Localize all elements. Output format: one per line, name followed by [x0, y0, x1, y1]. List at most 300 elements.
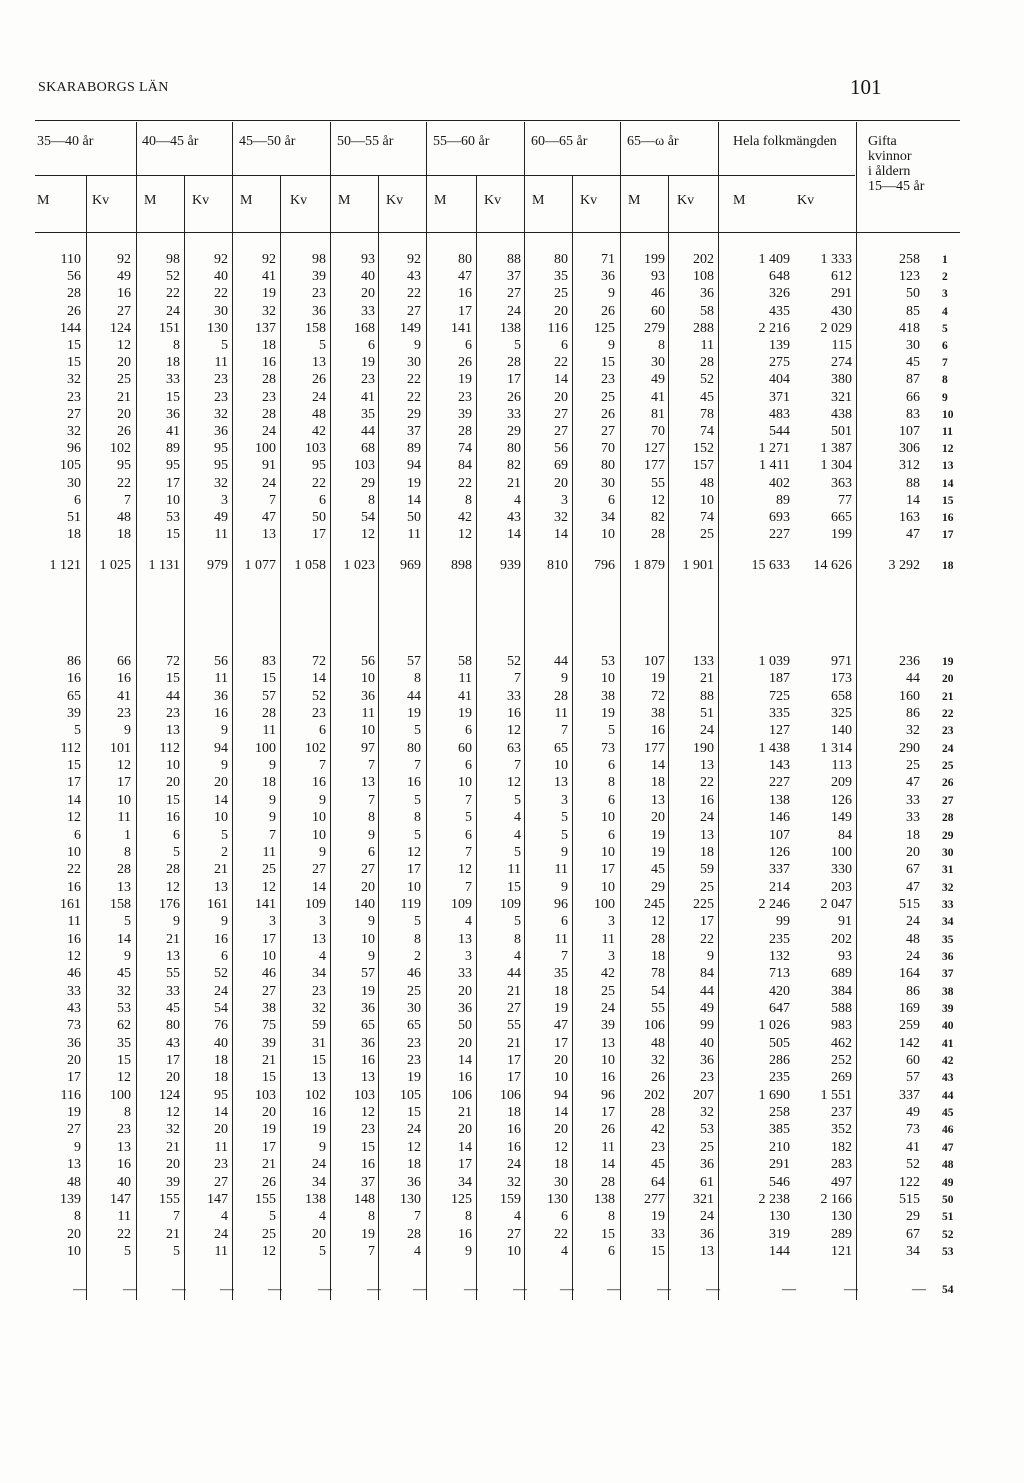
- row-number: 39: [942, 1003, 954, 1015]
- table-cell: 39: [458, 406, 472, 422]
- table-cell: 159: [500, 1191, 521, 1207]
- table-cell: 17: [407, 862, 421, 878]
- table-cell: 6: [608, 827, 615, 843]
- table-cell: 14: [407, 492, 421, 508]
- table-cell: 44: [407, 688, 421, 704]
- table-cell: 115: [831, 338, 852, 353]
- table-cell: 24: [507, 1157, 521, 1173]
- table-cell: 12: [166, 879, 180, 895]
- table-cell: 20: [312, 1226, 326, 1242]
- table-cell: 11: [262, 844, 276, 860]
- table-cell: 20: [554, 303, 568, 319]
- table-cell: 10: [361, 671, 375, 687]
- table-cell: 12: [507, 723, 521, 739]
- table-cell: 236: [899, 654, 920, 669]
- table-cell: 88: [700, 688, 714, 704]
- table-cell: 12: [117, 338, 131, 353]
- table-cell: 9: [368, 827, 375, 843]
- table-cell: 49: [700, 1001, 714, 1016]
- table-cell: 124: [159, 1087, 180, 1103]
- table-cell: 269: [831, 1070, 852, 1086]
- table-cell: 76: [214, 1018, 228, 1034]
- table-cell: 33: [166, 372, 180, 388]
- table-cell: 112: [60, 740, 81, 756]
- dash-cell: —: [413, 1282, 427, 1297]
- table-cell: 41: [458, 688, 472, 704]
- table-cell: 11: [214, 355, 228, 371]
- table-cell: 4: [561, 1243, 568, 1259]
- table-cell: 26: [601, 303, 615, 319]
- table-cell: 36: [700, 1157, 714, 1173]
- table-cell: 24: [700, 1209, 714, 1225]
- table-cell: 27: [507, 286, 521, 302]
- table-cell: 80: [601, 458, 615, 474]
- table-cell: 56: [361, 654, 375, 669]
- table-cell: 182: [831, 1139, 852, 1155]
- table-cell: 10: [312, 827, 326, 843]
- table-cell: 13: [117, 1139, 131, 1155]
- table-cell: 17: [507, 1053, 521, 1069]
- table-cell: 1 690: [758, 1087, 790, 1103]
- table-cell: 149: [400, 320, 421, 336]
- table-cell: 123: [899, 269, 920, 285]
- table-cell: 5: [414, 827, 421, 843]
- table-cell: 116: [60, 1087, 81, 1103]
- table-cell: 53: [166, 510, 180, 525]
- table-cell: 214: [769, 879, 790, 895]
- table-cell: 36: [700, 1053, 714, 1069]
- table-cell: 9: [465, 1243, 472, 1259]
- table-cell: 12: [117, 758, 131, 774]
- table-cell: 10: [700, 492, 714, 508]
- table-cell: 54: [214, 1001, 228, 1016]
- table-cell: 126: [831, 792, 852, 808]
- dash-cell: —: [844, 1282, 858, 1297]
- table-cell: 23: [407, 1053, 421, 1069]
- table-cell: 21: [117, 389, 131, 405]
- table-cell: 95: [214, 1087, 228, 1103]
- table-cell: 32: [262, 303, 276, 319]
- table-cell: 7: [514, 671, 521, 687]
- table-cell: 9: [368, 914, 375, 930]
- table-cell: 17: [507, 372, 521, 388]
- table-cell: 227: [769, 527, 790, 543]
- table-cell: 17: [458, 1157, 472, 1173]
- row-number: 5: [942, 322, 948, 335]
- table-cell: 497: [831, 1174, 852, 1190]
- table-cell: 8: [465, 1209, 472, 1225]
- table-cell: 24: [601, 1001, 615, 1016]
- table-cell: 658: [831, 688, 852, 704]
- table-cell: 74: [700, 424, 714, 439]
- total-cell: 810: [547, 558, 568, 573]
- table-cell: 5: [319, 1243, 326, 1259]
- column-subheader: M: [733, 193, 746, 208]
- row-number: 1: [942, 254, 948, 266]
- table-cell: 7: [414, 1209, 421, 1225]
- total-cell: 1 131: [148, 558, 180, 573]
- table-cell: 14: [312, 671, 326, 687]
- table-cell: 34: [601, 510, 615, 525]
- table-cell: 290: [899, 740, 920, 756]
- table-cell: 22: [117, 1226, 131, 1242]
- table-cell: 11: [117, 1209, 131, 1225]
- table-cell: 35: [554, 269, 568, 285]
- table-cell: 18: [407, 1157, 421, 1173]
- table-cell: 32: [507, 1174, 521, 1190]
- table-cell: 15: [651, 1243, 665, 1259]
- row-number: 20: [942, 673, 954, 686]
- table-cell: 41: [166, 424, 180, 439]
- table-cell: 27: [117, 303, 131, 319]
- table-cell: 89: [407, 441, 421, 457]
- table-cell: 12: [458, 527, 472, 543]
- table-cell: 16: [117, 286, 131, 302]
- row-number: 28: [942, 812, 954, 825]
- table-cell: 5: [514, 338, 521, 353]
- table-cell: 9: [221, 723, 228, 739]
- table-cell: 33: [361, 303, 375, 319]
- table-cell: 93: [838, 948, 852, 964]
- table-cell: 11: [214, 527, 228, 543]
- table-cell: 12: [67, 948, 81, 964]
- table-cell: 119: [400, 896, 421, 912]
- table-cell: 16: [458, 1070, 472, 1086]
- table-cell: 11: [214, 1243, 228, 1259]
- table-cell: 12: [117, 1070, 131, 1086]
- table-cell: 13: [700, 827, 714, 843]
- table-cell: 24: [906, 914, 920, 930]
- table-cell: 141: [451, 320, 472, 336]
- column-group-header-total: Hela folkmängden: [733, 134, 837, 149]
- table-cell: 2 216: [758, 320, 790, 336]
- table-cell: 48: [906, 931, 920, 947]
- table-cell: 20: [67, 1226, 81, 1242]
- table-cell: 141: [255, 896, 276, 912]
- table-cell: 18: [651, 948, 665, 964]
- table-cell: 37: [507, 269, 521, 285]
- table-cell: 73: [67, 1018, 81, 1034]
- table-cell: 20: [554, 389, 568, 405]
- table-cell: 6: [221, 948, 228, 964]
- table-cell: 27: [361, 862, 375, 878]
- table-cell: 72: [651, 688, 665, 704]
- table-cell: 94: [554, 1087, 568, 1103]
- row-number: 32: [942, 881, 954, 894]
- row-number: 14: [942, 477, 954, 490]
- table-cell: 27: [262, 983, 276, 999]
- table-cell: 27: [601, 424, 615, 439]
- table-cell: 96: [554, 896, 568, 912]
- table-cell: 23: [214, 389, 228, 405]
- table-cell: 53: [601, 654, 615, 669]
- table-cell: 42: [458, 510, 472, 525]
- table-cell: 10: [601, 671, 615, 687]
- table-cell: 9: [269, 810, 276, 826]
- table-cell: 16: [361, 1157, 375, 1173]
- table-cell: 227: [769, 775, 790, 791]
- table-cell: 32: [67, 372, 81, 388]
- table-cell: 21: [262, 1157, 276, 1173]
- table-cell: 36: [312, 303, 326, 319]
- table-cell: 28: [166, 862, 180, 878]
- table-cell: 67: [906, 862, 920, 878]
- table-cell: 34: [312, 966, 326, 982]
- column-subheader: M: [434, 193, 447, 208]
- table-cell: 9: [319, 792, 326, 808]
- table-cell: 5: [608, 723, 615, 739]
- table-cell: 98: [166, 252, 180, 267]
- table-cell: 96: [601, 1087, 615, 1103]
- row-number: 31: [942, 864, 954, 877]
- table-cell: 17: [554, 1035, 568, 1051]
- table-cell: 16: [312, 1105, 326, 1121]
- table-cell: 32: [554, 510, 568, 525]
- table-cell: 5: [124, 914, 131, 930]
- table-cell: 38: [601, 688, 615, 704]
- row-number: 18: [942, 560, 954, 572]
- table-cell: 15: [361, 1139, 375, 1155]
- married-women-header: i åldern: [868, 164, 911, 179]
- table-cell: 69: [554, 458, 568, 474]
- table-cell: 15: [166, 527, 180, 543]
- table-cell: 13: [312, 355, 326, 371]
- table-cell: 19: [262, 286, 276, 302]
- table-cell: 41: [906, 1139, 920, 1155]
- table-cell: 45: [906, 355, 920, 371]
- table-cell: 30: [214, 303, 228, 319]
- table-cell: 11: [117, 810, 131, 826]
- total-cell: 1 023: [343, 558, 375, 573]
- table-cell: 74: [700, 510, 714, 525]
- table-cell: 110: [60, 252, 81, 267]
- table-cell: 47: [906, 527, 920, 543]
- table-cell: 275: [769, 355, 790, 371]
- table-cell: 148: [354, 1191, 375, 1207]
- table-cell: 30: [601, 475, 615, 491]
- table-cell: 11: [601, 931, 615, 947]
- table-cell: 60: [458, 740, 472, 756]
- table-cell: 4: [319, 1209, 326, 1225]
- table-cell: 9: [319, 844, 326, 860]
- table-cell: 45: [117, 966, 131, 982]
- table-cell: 26: [262, 1174, 276, 1190]
- table-cell: 2 238: [758, 1191, 790, 1207]
- table-cell: 9: [561, 671, 568, 687]
- row-number: 3: [942, 288, 948, 301]
- table-cell: 16: [166, 810, 180, 826]
- table-cell: 28: [458, 424, 472, 439]
- table-cell: 36: [361, 1035, 375, 1051]
- row-number: 13: [942, 460, 954, 473]
- table-cell: 19: [651, 844, 665, 860]
- table-cell: 13: [554, 775, 568, 791]
- table-cell: 60: [906, 1053, 920, 1069]
- table-cell: 36: [361, 1001, 375, 1016]
- table-cell: 19: [312, 1122, 326, 1138]
- table-cell: 7: [465, 844, 472, 860]
- table-cell: 6: [368, 338, 375, 353]
- table-cell: 102: [305, 1087, 326, 1103]
- table-cell: 25: [700, 527, 714, 543]
- table-cell: 116: [547, 320, 568, 336]
- table-cell: 5: [269, 1209, 276, 1225]
- row-number: 12: [942, 443, 954, 456]
- table-cell: 22: [554, 1226, 568, 1242]
- table-cell: 19: [361, 355, 375, 371]
- table-cell: 983: [831, 1018, 852, 1034]
- table-cell: 1 438: [758, 740, 790, 756]
- table-cell: 36: [166, 406, 180, 422]
- table-cell: 86: [906, 706, 920, 722]
- table-cell: 2 047: [820, 896, 852, 912]
- table-cell: 41: [651, 389, 665, 405]
- table-cell: 20: [554, 1053, 568, 1069]
- table-cell: 81: [651, 406, 665, 422]
- table-cell: 8: [608, 775, 615, 791]
- table-cell: 19: [651, 1209, 665, 1225]
- table-cell: 43: [507, 510, 521, 525]
- table-cell: 144: [769, 1243, 790, 1259]
- table-cell: 6: [465, 827, 472, 843]
- table-cell: 36: [700, 1226, 714, 1242]
- table-cell: 9: [561, 844, 568, 860]
- row-number: 52: [942, 1228, 954, 1241]
- table-cell: 152: [693, 441, 714, 457]
- table-cell: 161: [207, 896, 228, 912]
- table-cell: 142: [899, 1035, 920, 1051]
- column-subheader: Kv: [290, 193, 308, 208]
- table-cell: 30: [651, 355, 665, 371]
- table-cell: 13: [361, 1070, 375, 1086]
- row-number: 4: [942, 305, 948, 318]
- table-cell: 20: [361, 879, 375, 895]
- table-cell: 46: [67, 966, 81, 982]
- table-cell: 39: [67, 706, 81, 722]
- total-cell: 14 626: [813, 558, 852, 573]
- table-cell: 103: [305, 441, 326, 457]
- table-cell: 78: [651, 966, 665, 982]
- table-cell: 971: [831, 654, 852, 669]
- dash-cell: —: [73, 1282, 87, 1297]
- column-group-header: 35—40 år: [37, 134, 94, 149]
- table-cell: 28: [262, 406, 276, 422]
- table-cell: 279: [644, 320, 665, 336]
- dash-cell: —: [560, 1282, 574, 1297]
- table-cell: 371: [769, 389, 790, 405]
- table-cell: 16: [214, 931, 228, 947]
- table-cell: 26: [67, 303, 81, 319]
- table-cell: 17: [117, 775, 131, 791]
- table-cell: 86: [906, 983, 920, 999]
- table-cell: 33: [67, 983, 81, 999]
- table-cell: 91: [838, 914, 852, 930]
- table-cell: 4: [465, 914, 472, 930]
- column-subheader: Kv: [386, 193, 404, 208]
- table-cell: 438: [831, 406, 852, 422]
- table-cell: 8: [173, 338, 180, 353]
- table-cell: 4: [414, 1243, 421, 1259]
- row-number: 7: [942, 357, 948, 370]
- table-cell: 55: [166, 966, 180, 982]
- table-cell: 7: [514, 758, 521, 774]
- table-cell: 10: [361, 931, 375, 947]
- table-cell: 52: [214, 966, 228, 982]
- table-cell: 23: [651, 1139, 665, 1155]
- table-cell: 48: [312, 406, 326, 422]
- table-cell: 7: [124, 492, 131, 508]
- table-cell: 41: [361, 389, 375, 405]
- dash-cell: —: [172, 1282, 186, 1297]
- table-cell: 48: [67, 1174, 81, 1190]
- table-cell: 138: [500, 320, 521, 336]
- table-cell: 66: [117, 654, 131, 669]
- table-cell: 291: [769, 1157, 790, 1173]
- table-cell: 14: [458, 1139, 472, 1155]
- table-cell: 16: [507, 1122, 521, 1138]
- table-cell: 22: [700, 775, 714, 791]
- table-cell: 10: [601, 844, 615, 860]
- table-cell: 26: [458, 355, 472, 371]
- table-cell: 5: [561, 810, 568, 826]
- table-cell: 19: [554, 1001, 568, 1016]
- row-number: 6: [942, 340, 948, 352]
- table-cell: 8: [414, 931, 421, 947]
- table-cell: 30: [67, 475, 81, 491]
- table-cell: 8: [368, 492, 375, 508]
- table-cell: 1 039: [758, 654, 790, 669]
- table-cell: 17: [67, 775, 81, 791]
- dash-cell: —: [657, 1282, 671, 1297]
- row-number: 17: [942, 529, 954, 542]
- table-cell: 32: [214, 406, 228, 422]
- table-cell: 8: [74, 1209, 81, 1225]
- table-cell: 40: [361, 269, 375, 285]
- table-cell: 94: [407, 458, 421, 474]
- table-cell: 2 246: [758, 896, 790, 912]
- row-number: 16: [942, 512, 954, 524]
- table-cell: 15: [407, 1105, 421, 1121]
- table-cell: 384: [831, 983, 852, 999]
- table-cell: 22: [166, 286, 180, 302]
- table-cell: 20: [117, 406, 131, 422]
- table-cell: 7: [319, 758, 326, 774]
- table-cell: 24: [700, 810, 714, 826]
- table-cell: 106: [644, 1018, 665, 1034]
- row-number: 49: [942, 1176, 954, 1189]
- table-cell: 130: [547, 1191, 568, 1207]
- table-cell: 36: [407, 1174, 421, 1190]
- row-number: 19: [942, 656, 954, 668]
- table-cell: 54: [361, 510, 375, 525]
- table-cell: 16: [700, 792, 714, 808]
- table-cell: 5: [414, 723, 421, 739]
- table-cell: 420: [769, 983, 790, 999]
- table-cell: 23: [214, 372, 228, 388]
- table-cell: 33: [458, 966, 472, 982]
- table-cell: 23: [117, 706, 131, 722]
- table-cell: 17: [601, 862, 615, 878]
- table-cell: 65: [407, 1018, 421, 1034]
- county-title: SKARABORGS LÄN: [38, 80, 169, 95]
- table-cell: 6: [319, 492, 326, 508]
- table-cell: 83: [262, 654, 276, 669]
- table-cell: 1 551: [820, 1087, 852, 1103]
- table-cell: 15: [312, 1053, 326, 1069]
- table-cell: 30: [554, 1174, 568, 1190]
- table-cell: 380: [831, 372, 852, 388]
- table-cell: 52: [906, 1157, 920, 1173]
